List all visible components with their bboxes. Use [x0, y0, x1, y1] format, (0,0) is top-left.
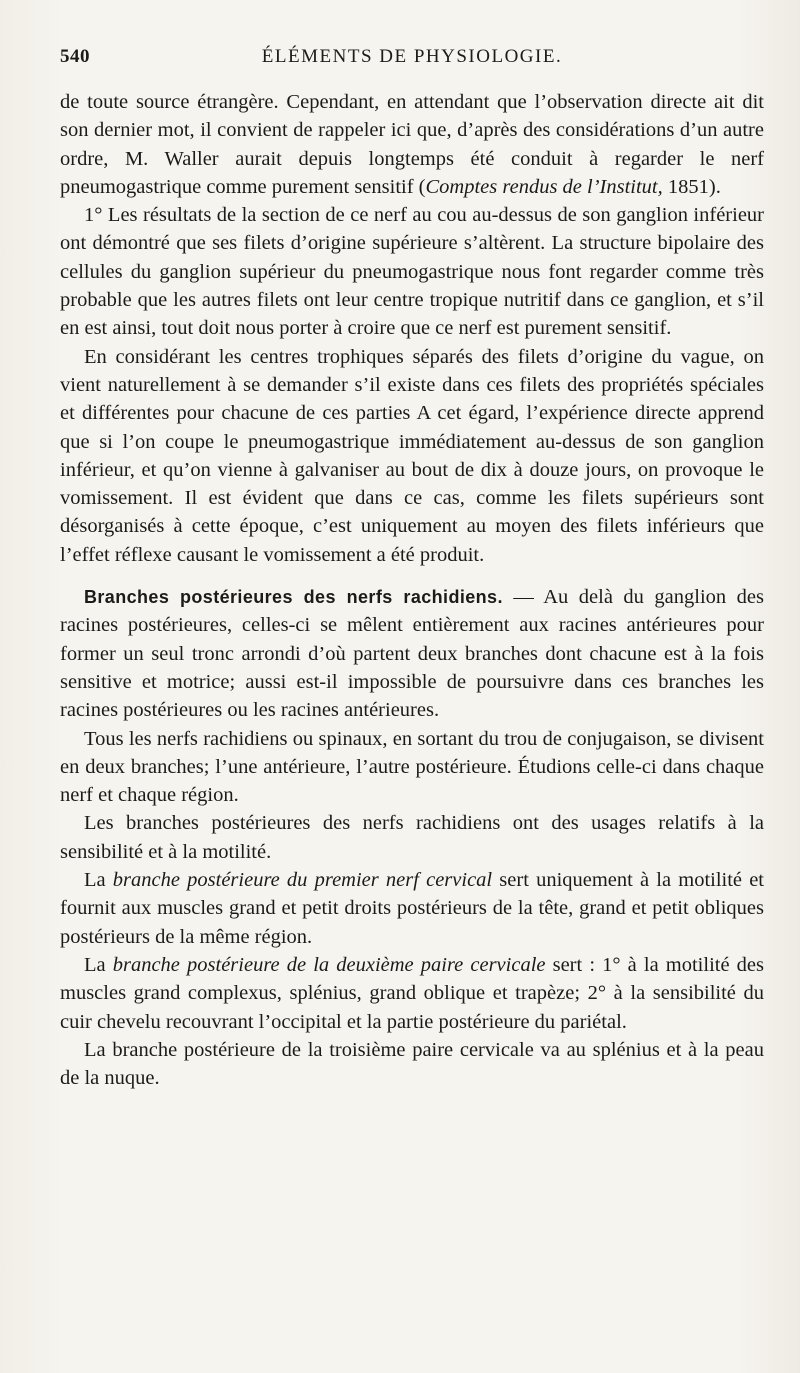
citation: Comptes rendus de l’Institut,: [425, 175, 663, 198]
page-header: [60, 46, 764, 76]
section-heading: Branches postérieures des nerfs rachidiens.: [84, 587, 503, 608]
running-head: ÉLÉMENTS DE PHYSIOLOGIE.: [261, 46, 563, 67]
paragraph-7-text: sert uniquement à la motilité et fournit aux muscles grand et petit droits postérieurs de la tête, grand et petit obliques postérieurs de la même région.: [60, 869, 764, 948]
page-number: 540: [60, 46, 90, 67]
paragraph-7-emphasis: branche postérieure du premier nerf cervical: [112, 869, 493, 892]
paragraph-7-lead: La: [84, 869, 113, 892]
paragraph-8: [60, 951, 764, 1036]
paragraph-2: 1° Les résultats de la section de ce nerf au cou au-dessus de son ganglion inférieur ont démontré que ses filets d’origine supérieure s’altèrent. La structure bipolaire des cellules du ganglion supérieur du pneumogastrique nous font regarder comme très probable que les autres filets ont leur centre tropique nutritif dans ce ganglion, et s’il en est ainsi, tout doit nous porter à croire que ce nerf est purement sensitif.: [60, 204, 764, 340]
paragraph-8-text: sert : 1° à la motilité des muscles grand complexus, splénius, grand oblique et trapèze; 2° à la sensibilité du cuir chevelu recouvrant l’occipital et la partie postérieure du pariétal.: [60, 953, 764, 1033]
paragraph-1: [60, 88, 764, 201]
citation-year: 1851).: [662, 175, 721, 198]
paragraph-6: Les branches postérieures des nerfs rachidiens ont des usages relatifs à la sensibilité et à la motilité.: [60, 812, 764, 863]
paragraph-1-text: de toute source étrangère. Cependant, en attendant que l’observation directe ait dit son dernier mot, il convient de rappeler ici que, d’après des considérations d’un autre ordre, M. Waller aurait depuis longtemps été conduit à regarder le nerf pneumogastrique comme purement sensitif (: [60, 91, 764, 198]
paragraph-8-lead: La: [84, 953, 113, 976]
paragraph-7: [60, 866, 764, 951]
paragraph-4: [60, 583, 764, 724]
paragraph-4-text: — Au delà du ganglion des racines postérieures, celles-ci se mêlent entièrement aux racines antérieures pour former un seul tronc arrondi d’où partent deux branches dont chacune est à la fois sensitive et motrice; aussi est-il impossible de poursuivre dans ces branches les racines postérieures ou les racines antérieures.: [60, 586, 764, 722]
paragraph-8-emphasis: branche postérieure de la deuxième paire cervicale: [112, 953, 546, 976]
paragraph-3: En considérant les centres trophiques séparés des filets d’origine du vague, on vient naturellement à se demander s’il existe dans ces filets des propriétés spéciales et différentes pour chacune de ces parties A cet égard, l’expérience directe apprend que si l’on coupe le pneumogastrique immédiatement au-dessus de son ganglion inférieur, et qu’on vienne à galvaniser au bout de dix à douze jours, on provoque le vomissement. Il est évident que dans ce cas, comme les filets supérieurs sont désorganisés à cette époque, c’est uniquement au moyen des filets inférieurs que l’effet réflexe causant le vomissement a été produit.: [60, 345, 764, 566]
body-text: [60, 88, 764, 1092]
paragraph-9: La branche postérieure de la troisième paire cervicale va au splénius et à la peau de la nuque.: [60, 1038, 764, 1090]
paragraph-5: Tous les nerfs rachidiens ou spinaux, en sortant du trou de conjugaison, se divisent en deux branches; l’une antérieure, l’autre postérieure. Étudions celle-ci dans chaque nerf et chaque région.: [60, 727, 764, 807]
